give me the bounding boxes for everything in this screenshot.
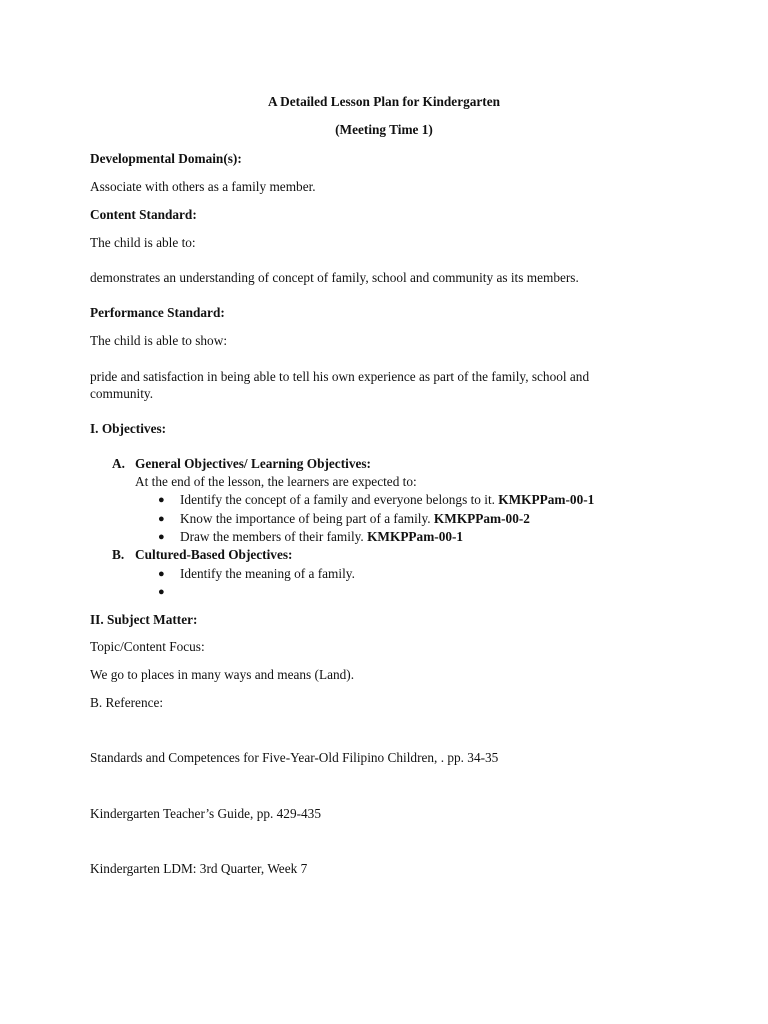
performance-able: The child is able to show: xyxy=(90,333,228,348)
subject-matter-heading: II. Subject Matter: xyxy=(90,612,198,627)
dev-domain-text: Associate with others as a family member. xyxy=(90,179,316,194)
dev-domain-heading: Developmental Domain(s): xyxy=(90,151,242,166)
bullet-icon: ● xyxy=(158,568,165,580)
doc-subtitle: (Meeting Time 1) xyxy=(335,122,433,137)
bullet-icon: ● xyxy=(158,586,165,598)
bullet-icon: ● xyxy=(158,513,165,525)
content-standard-heading: Content Standard: xyxy=(90,207,197,222)
objective-b-item: Identify the meaning of a family. xyxy=(180,566,355,581)
bullet-icon: ● xyxy=(158,494,165,506)
topic-text: We go to places in many ways and means (Land). xyxy=(90,667,355,682)
reference-label: B. Reference: xyxy=(90,695,164,710)
item-code: KMKPPam-00-1 xyxy=(367,529,464,544)
reference-item: Standards and Competences for Five-Year-Old Filipino Children, . pp. 34-35 xyxy=(90,750,499,765)
objective-a-heading: General Objectives/ Learning Objectives: xyxy=(135,456,371,471)
topic-label: Topic/Content Focus: xyxy=(90,639,205,654)
objective-a-intro: At the end of the lesson, the learners are expected to: xyxy=(135,474,417,489)
objective-b-marker: B. xyxy=(112,547,125,562)
objectives-heading: I. Objectives: xyxy=(90,421,167,436)
content-able: The child is able to: xyxy=(90,235,196,250)
reference-item: Kindergarten Teacher’s Guide, pp. 429-435 xyxy=(90,806,321,821)
objective-a-item xyxy=(180,510,530,527)
item-code: KMKPPam-00-1 xyxy=(498,492,595,507)
content-text: demonstrates an understanding of concept of family, school and community as its members. xyxy=(90,270,579,285)
objective-b-heading: Cultured-Based Objectives: xyxy=(135,547,293,562)
item-text: Identify the concept of a family and everyone belongs to it. xyxy=(180,492,499,507)
item-text: Draw the members of their family. xyxy=(180,529,368,544)
objective-a-marker: A. xyxy=(112,456,125,471)
reference-item: Kindergarten LDM: 3rd Quarter, Week 7 xyxy=(90,861,308,876)
objective-a-item xyxy=(180,491,594,508)
item-text: Know the importance of being part of a family. xyxy=(180,511,434,526)
doc-title: A Detailed Lesson Plan for Kindergarten xyxy=(267,94,501,109)
performance-heading: Performance Standard: xyxy=(90,305,225,320)
item-code: KMKPPam-00-2 xyxy=(433,511,530,526)
objective-a-item xyxy=(180,528,463,545)
bullet-icon: ● xyxy=(158,531,165,543)
performance-text: pride and satisfaction in being able to tell his own experience as part of the family, school and community. xyxy=(90,369,590,402)
